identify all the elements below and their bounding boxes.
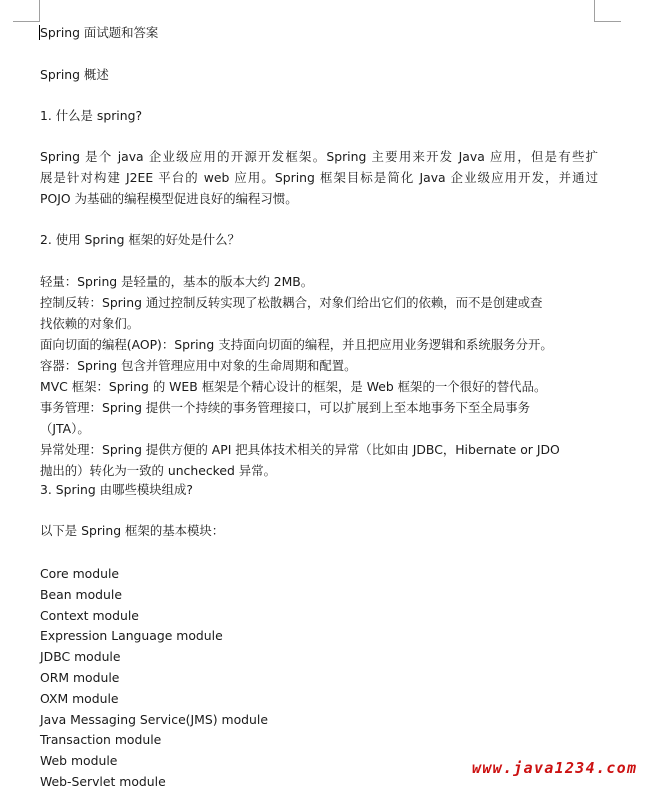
page-corner-mark-right <box>594 0 621 22</box>
module-list <box>40 564 268 793</box>
list-item[interactable]: ORM module <box>40 669 120 685</box>
list-item[interactable]: Core module <box>40 566 120 581</box>
list-item[interactable]: Expression Language module <box>40 628 223 644</box>
modules-intro[interactable]: 以下是 Spring 框架的基本模块： <box>40 523 225 538</box>
document-title[interactable]: Spring 面试题和答案 <box>40 25 159 40</box>
question-2-answer[interactable] <box>40 271 598 481</box>
answer-line: POJO 为基础的编程模型促进良好的编程习惯。 <box>40 191 298 206</box>
benefit-container: 容器：Spring 包含并管理应用中对象的生命周期和配置。 <box>40 358 357 373</box>
question-1-answer[interactable] <box>40 146 598 209</box>
list-item[interactable]: Web-Servlet module <box>40 773 166 789</box>
benefit-transaction-continued: （JTA）。 <box>40 421 90 436</box>
benefit-exception: 异常处理：Spring 提供方便的 API 把具体技术相关的异常（比如由 JDBC，Hibernate or JDO <box>40 442 560 457</box>
benefit-aop: 面向切面的编程(AOP)：Spring 支持面向切面的编程，并且把应用业务逻辑和系统服务分开。 <box>40 337 553 352</box>
list-item[interactable]: Java Messaging Service(JMS) module <box>40 711 268 727</box>
question-2-heading[interactable]: 2. 使用 Spring 框架的好处是什么？ <box>40 232 240 247</box>
answer-line: 展是针对构建 J2EE 平台的 web 应用。Spring 框架目标是简化 Java 企业级应用开发，并通过 <box>40 170 598 185</box>
list-item[interactable]: OXM module <box>40 690 119 706</box>
benefit-ioc-continued: 找依赖的对象们。 <box>40 316 140 331</box>
list-item[interactable]: JDBC module <box>40 649 121 665</box>
benefit-ioc: 控制反转：Spring 通过控制反转实现了松散耦合，对象们给出它们的依赖，而不是创建或查 <box>40 295 543 310</box>
list-item[interactable]: Web module <box>40 753 118 769</box>
watermark: www.java1234.com <box>472 759 638 777</box>
page-corner-mark-left <box>13 0 40 22</box>
question-1-heading[interactable]: 1. 什么是 spring? <box>40 108 143 123</box>
answer-line: Spring 是个 java 企业级应用的开源开发框架。Spring 主要用来开发 Java 应用，但是有些扩 <box>40 149 598 164</box>
overview-heading[interactable]: Spring 概述 <box>40 67 109 82</box>
question-3-heading[interactable]: 3. Spring 由哪些模块组成? <box>40 482 193 497</box>
list-item[interactable]: Bean module <box>40 586 122 602</box>
list-item[interactable]: Transaction module <box>40 732 162 748</box>
benefit-transaction: 事务管理：Spring 提供一个持续的事务管理接口，可以扩展到上至本地事务下至全局事务 <box>40 400 530 415</box>
benefit-mvc: MVC 框架：Spring 的 WEB 框架是个精心设计的框架，是 Web 框架的一个很好的替代品。 <box>40 379 547 394</box>
benefit-exception-continued: 抛出的）转化为一致的 unchecked 异常。 <box>40 463 276 478</box>
list-item[interactable]: Context module <box>40 607 139 623</box>
benefit-lightweight: 轻量：Spring 是轻量的，基本的版本大约 2MB。 <box>40 274 314 289</box>
